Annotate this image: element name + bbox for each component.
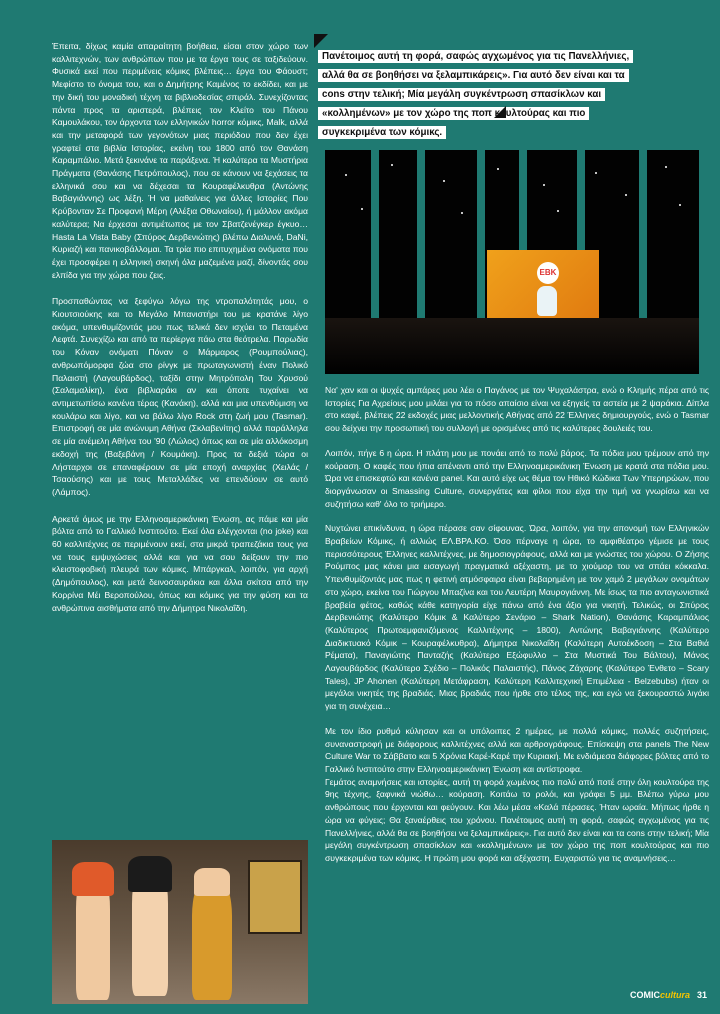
figure-head <box>194 868 230 896</box>
wall-poster <box>248 860 302 934</box>
ebk-logo: EBK <box>537 262 559 284</box>
ceiling-light <box>557 210 559 212</box>
mascot-figure <box>537 286 557 316</box>
figure-hair-red <box>72 862 114 896</box>
right-paragraph-4: Με τον ίδιο ρυθμό κύλησαν και οι υπόλοιπες 2 ημέρες, με πολλά κόμικς, πολλές συζητήσεις, συναναστροφή με διάφορους καλλιτέχνες αλλά και αρθρογράφους. Επίσκεψη στα panels The New Culture War το Σάββατο και 5 Χρόνια Καρέ-Καρέ την Κυριακή. Με ενδιάμεσα διάφορες βόλτες από το Γαλλικό Ινστιτούτο στην Ελληνοαμερικάνικη Ένωση και αντίστροφα. <box>325 725 709 774</box>
right-article-column <box>325 384 709 877</box>
right-paragraph-2: Λοιπόν, πήγε 6 η ώρα. Η πλάτη μου με πονάει από το πολύ βάρος. Τα πόδια μου τρέμουν από την κούραση. Ο καφές που ήπια απέναντι από την Ελληνοαμερικάνικη Ένωση με κρατά στα πόδια μου. Ώρα να επισκεφτώ και κανένα panel. Και αυτό είχε ως θέμα τον Ηθικό Κώδικα Των Υπερηρώων, που διοργάνωσαν οι Smassing Culture, συνεργάτες και φίλοι που είχα την τιμή να γνωρίσω και να συζητήσω καθ' όλο το τριήμερο. <box>325 447 709 509</box>
pull-quote-line: «κολλημένων» με τον χώρο της ποπ κουλτούρας και πιο <box>318 107 589 120</box>
figure-hair-black <box>128 856 172 892</box>
ceiling-light <box>543 184 545 186</box>
right-paragraph-1: Να' χαν και οι ψυχές αμπάρες μου λέει ο Παγάνος με τον Ψυχαλάστρα, ενώ ο Κλημής πέρα από τις Ιστορίες Για Αχρείους μου μιλάει για το πόσο απαίσιο είναι να εξηγείς τα αστεία με 2 ψαράκια. Δίπλα στο καφέ, βλέπεις 22 εκδοχές μιας μελλοντικής Αθήνας από 22 Έλληνες δημιουργούς, ενώ ο Tasmar σου δείχνει την προσωπική του συλλογή με ορισμένες από τις καλύτερες δουλειές του. <box>325 385 709 434</box>
comic-figures-photo <box>52 840 308 1004</box>
left-article-column <box>52 40 308 628</box>
ceiling-light <box>625 194 627 196</box>
ceiling-light <box>595 172 597 174</box>
brand-comic: COMIC <box>630 990 660 1000</box>
pull-quote-text <box>318 46 702 141</box>
left-paragraph-2: Προσπαθώντας να ξεφύγω λόγω της ντροπαλότητάς μου, ο Κιουτσιούκης και το Μεγάλο Μπανιστήρι του με κρατάνε λίγο ακόμα, υπενθυμίζοντάς μου πως τελικά δεν ισχύει το Πεταμένα Λεφτά. Συνεχίζω και από τα περίεργα πάω στα θεότρελα. Παρωδία του Κόναν ονόματι Πόναν ο Μάρμαρος (Ρουμπούλιας), ανθρωπόμορφα ζώα στο ρίνγκ με πρωταγωνιστή έναν Πολικό Παλαιστή (Λαγουβάρδος), ταξίδι στην Μητρόπολη Του Χρυσού (Σαλαμαλίκη), ένα βιβλιαράκι αν και όποτε τυχαίνει να αντιμετωπίσω κανένα τέρας (Κανάκη), αλλά και μια υπενθύμιση να κουλάρω και λίγο, και να βάλω λίγο Rock στη ζωή μου (Tasmar). Επιστροφή σε μία ανώνυμη Αθήνα (Σκλαβενίτης) αλλά παράλληλα σε μία ανέμελη Αθήνα του '90 (Λώλος) όπως και σε μία αλλόκοσμη εκδοχή της (Βαξεβάνη / Κουμάκη). Προς τα δεξιά τώρα οι Λήσταρχοι σε επαναφέρουν σε μία εποχή αναρχίας (Χειλάς / Τσαούσης) και με τους Μεταλλάδες να επενδύουν σε αυτό (Λάμπος). <box>52 296 308 497</box>
pull-quote <box>314 34 706 138</box>
right-paragraph-3: Νυχτώνει επικίνδυνα, η ώρα πέρασε σαν σίφουνας. Ώρα, λοιπόν, για την απονομή των Ελληνικών Βραβείων Κόμικς, ή αλλιώς ΕΛ.ΒΡΑ.ΚΟ. Όσο πέρναγε η ώρα, το αμφιθέατρο γέμισε με τους περισσότερους Έλληνες καλλιτέχνες, με δημοσιογράφους, αλλά και με γνώστες του χώρου. Ο Ζήσης Ρούμπος μας κάνει μια εισαγωγή πραγματικά αξέχαστη, με το χιούμορ του να σπάει κόκκαλα. Υπενθυμίζοντάς μας πως η φετινή ατμόσφαιρα είναι βεβαρημένη με τον χαμό 2 μεγάλων ονομάτων στο χώρο, εκείνα του Γιώργου Μπαζίνα και του Λευτέρη Μαυρογιάννη. Με ίσως τα πιο ανταγωνιστικά βραβεία φέτος, καθώς κάθε κατηγορία είχε πάνω από ένα άξιο για νικητή. Τελικώς, οι Σπύρος Δερβενιώτης (Καλύτερο Κόμικ & Καλύτερο Σενάριο – Shark Nation), Θανάσης Καραμπάλιος (Καλύτερος Πρωτοεμφανιζόμενος Καλλιτέχνης – 1800), Αντώνης Βαβαγιάννης (Καλύτερο Διαδικτυακό Κόμικ – Κουραφέλκυθρα), Δήμητρα Νικολαΐδη (Καλύτερη Αυτοέκδοση – Στα Βαθιά Ρέματα), Παναγιώτης Πανταζής (Καλύτερο Εξώφυλλο – Στα Μυστικά Του Βάλτου), Μάνος Λαγουβάρδος (Καλύτερο Σχέδιο – Πολικός Παλαιστής), Πάνος Ζάχαρης (Καλύτερο Ένθετο – Scary Tales), JP Ahonen (Καλύτερη Μετάφραση, Καλύτερη Καλλιτεχνική Επιμέλεια - Belzebubs) ήταν οι μεγάλοι νικητές της βραδιάς. Μιας βραδιάς που ήρθε στο τέλος της, και εγώ να ξεκουραστώ λιγάκι για τη συνέχεια… <box>325 523 709 712</box>
ceiling-light <box>461 212 463 214</box>
pull-quote-line: αλλά θα σε βοηθήσει να ξελαμπικάρεις». Για αυτό δεν είναι και τα <box>318 69 629 82</box>
brand-cultura: cultura <box>660 990 691 1000</box>
pull-quote-line: cons στην τελική; Μία μεγάλη συγκέντρωση σπασίκλων και <box>318 88 605 101</box>
ceiling-light <box>679 204 681 206</box>
magazine-brand <box>630 990 690 1000</box>
auditorium-photo <box>325 150 699 374</box>
ceiling-light <box>665 166 667 168</box>
left-paragraph-3: Αρκετά όμως με την Ελληνοαμερικάνικη Ένωση, ας πάμε και μία βόλτα από το Γαλλικό Ινστιτούτο. Εκεί όλα ελέγχονται (no joke) και 60 καλλιτέχνες σε περιμένουν εκεί, στα μικρά τραπεζάκια τους για να τους εμψυχώσεις αλλά και για να σου δείξουν την πιο κλειστοφοβική πλευρά των κόμικς. Μπάργκαλ, λοιπόν, για αρχή (Δημόπουλος), και μετά δεινοσαυράκια και άλλα σκίτσα από την Κορρίνα Μέι Βεροπούλου, όπως και κόμικς για την φύση και τα ανθρώπινα αισθήματα από την Δήμητρα Νικολαΐδη. <box>52 513 308 613</box>
pull-quote-line: Πανέτοιμος αυτή τη φορά, σαφώς αγχωμένος για τις Πανελλήνιες, <box>318 50 633 63</box>
left-paragraph-1: Έπειτα, δίχως καμία απαραίτητη βοήθεια, είσαι στον χώρο των καλλιτεχνών, των ανθρώπων που με τα έργα τους σε ταξιδεύουν. Φυσικά εκεί που περιμένεις κόμικς βλέπεις… έργα του Φάουστ; Μεφίστο το όνομα του, και ο Δημήτρης Καμένος το εκδίδει, και με την δική του μοναδική τέχνη τα βιβλιοδεσίας σπιράλ. Συνεχίζοντας πάντα προς τα αριστερά, βλέπεις τον Κλείτο του Πάνου Καμουλάκου, τον άρχοντα των ελληνικών horror κόμικς, Malk, αλλά και την μεταφορά των γεγονότων μιας περιόδου που δεν έχει γραφτεί στα βιβλία Ιστορίας, εκείνη του 1800 από τον Θανάση Καραμπάλιο. Μετά ξεκινάνε τα παράξενα. Ή καλύτερα τα Μυστήρια Πράγματα (Θανάσης Πετρόπουλος), που σε κάνουν να ξεχάσεις τα ελληνικά σου και να δέχεσαι τα Κουραφέλκυθρα (Αντώνης Βαβαγιάννης) ως λέξη. Ή να μαθαίνεις για άλλες Ιστορίες Που Κρύβονταν Σε Προφανή Μέρη (Αλέξια Οθωναίου), ή μάλλον ακόμα καλύτερα; Να έρχεσαι αντιμέτωπος με τον Σβατζενέγκερ έγκυο… Hasta La Vista Baby (Σπύρος Δερβενιώτης) βλέπω Διαλυνά, DaNi, Κυριαζή και πανικοβάλλομαι. Τα τρία πιο επιτυχημένα ονόματα που έχει προσφέρει η ελληνική σκηνή όλα μαζεμένα μαζί, δίνοντάς σου ελπίδα για την χώρα που ζεις. <box>52 41 308 280</box>
ceiling-light <box>443 180 445 182</box>
pull-quote-line: συγκεκριμένα των κόμικς. <box>318 126 446 139</box>
ceiling-light <box>361 208 363 210</box>
ceiling-light <box>345 174 347 176</box>
auditorium-seats <box>325 318 699 374</box>
page-number: 31 <box>697 990 708 1000</box>
figure-boy <box>192 880 232 1000</box>
right-paragraph-5: Γεμάτος αναμνήσεις και ιστορίες, αυτή τη φορά χωμένος πιο πολύ από ποτέ στην όλη κουλτούρα της 9ης τέχνης, ξαφνικά νιώθω… κούραση. Κοιτάω το ρολόι, και γράφει 5 μμ. Βλέπω γύρω μου ανθρώπους που έρχονται και φεύγουν. Και λέω μέσα «Καλά πέρασες. Ήταν ωραία. Μήπως ήρθε η ώρα να φύγεις; Θα ξαναέρθεις του χρόνου. Πανέτοιμος αυτή τη φορά, σαφώς αγχωμένος για τις Πανελλήνιες, αλλά θα σε βοηθήσει να ξελαμπικάρεις». Για αυτό δεν είναι και τα cons στην τελική; Μία μεγάλη συγκέντρωση σπασίκλων και «κολλημένων» με τον χώρο της ποπ κουλτούρας και πιο συγκεκριμένα των κόμικς. Η πρώτη μου φορά και αξέχαστη. Ευχαριστώ για τις αναμνήσεις… <box>325 776 709 863</box>
ceiling-light <box>391 164 393 166</box>
quote-corner-bottom <box>494 106 506 118</box>
ceiling-light <box>497 168 499 170</box>
